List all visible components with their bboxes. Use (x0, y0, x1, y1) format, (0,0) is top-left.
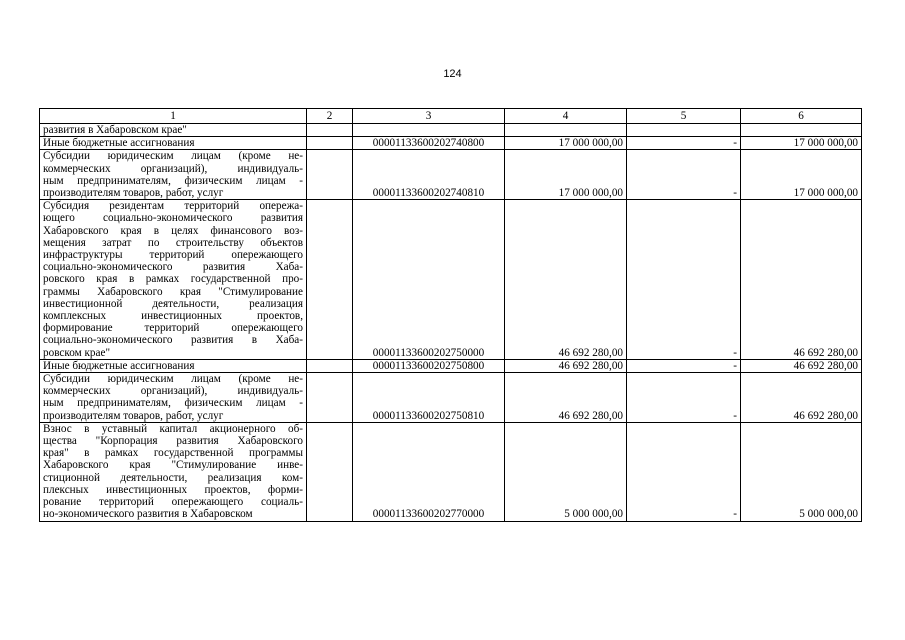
description-line: ным предпринимателям, физическим лицам - (43, 397, 303, 410)
row-description (40, 422, 307, 521)
row-col-2 (307, 150, 353, 200)
row-description (40, 150, 307, 200)
row-col-2 (307, 359, 353, 372)
description-line: Иные бюджетные ассигнования (43, 137, 195, 150)
row-amount-col-5 (627, 124, 741, 137)
row-amount-col-4: 5 000 000,00 (505, 422, 627, 521)
row-col-2 (307, 200, 353, 360)
description-line: коммерческих организаций), индивидуаль- (43, 385, 303, 398)
row-amount-col-5: - (627, 359, 741, 372)
description-line: инвестиционной деятельности, реализация (43, 297, 303, 310)
row-description (40, 359, 307, 372)
row-budget-code: 00001133600202750810 (353, 373, 505, 423)
description-line: комплексных инвестиционных проектов, (43, 310, 303, 323)
row-col-2 (307, 124, 353, 137)
description-line: социально-экономического развития Хаба- (43, 261, 303, 274)
row-amount-col-5: - (627, 137, 741, 150)
table-body (40, 124, 862, 522)
row-amount-col-5: - (627, 200, 741, 360)
row-budget-code: 00001133600202740810 (353, 150, 505, 200)
description-line: щества "Корпорация развития Хабаровского (43, 435, 303, 448)
description-line: плексных инвестиционных проектов, форми- (43, 483, 303, 496)
row-amount-col-4 (505, 124, 627, 137)
header-col-1: 1 (40, 109, 307, 124)
header-col-2: 2 (307, 109, 353, 124)
description-line: развития в Хабаровском крае" (43, 124, 187, 136)
header-row (40, 109, 862, 124)
table-row (40, 200, 862, 360)
table-row (40, 124, 862, 137)
description-line: производителям товаров, работ, услуг (43, 187, 224, 200)
description-line: коммерческих организаций), индивидуаль- (43, 162, 303, 175)
row-amount-col-5: - (627, 150, 741, 200)
row-budget-code: 00001133600202770000 (353, 422, 505, 521)
row-amount-col-6: 17 000 000,00 (741, 137, 862, 150)
row-col-2 (307, 422, 353, 521)
row-description (40, 124, 307, 137)
table-row (40, 422, 862, 521)
row-amount-col-5: - (627, 422, 741, 521)
description-line: социально-экономического развития в Хаба- (43, 334, 303, 347)
row-budget-code: 00001133600202750800 (353, 359, 505, 372)
row-budget-code (353, 124, 505, 137)
row-amount-col-6: 46 692 280,00 (741, 200, 862, 360)
description-line: Иные бюджетные ассигнования (43, 359, 195, 372)
header-col-4: 4 (505, 109, 627, 124)
table-row (40, 150, 862, 200)
row-description (40, 373, 307, 423)
header-col-5: 5 (627, 109, 741, 124)
budget-table (39, 108, 862, 522)
description-line: Субсидии юридическим лицам (кроме не- (43, 150, 303, 163)
row-amount-col-4: 17 000 000,00 (505, 137, 627, 150)
row-budget-code: 00001133600202750000 (353, 200, 505, 360)
row-budget-code: 00001133600202740800 (353, 137, 505, 150)
description-line: рование территорий опережающего социаль- (43, 496, 303, 509)
description-line: ным предпринимателям, физическим лицам - (43, 174, 303, 187)
row-amount-col-4: 17 000 000,00 (505, 150, 627, 200)
row-amount-col-6: 5 000 000,00 (741, 422, 862, 521)
description-line: Субсидия резидентам территорий опережа- (43, 200, 303, 213)
row-col-2 (307, 373, 353, 423)
description-line: граммы Хабаровского края "Стимулирование (43, 285, 303, 298)
row-amount-col-6: 17 000 000,00 (741, 150, 862, 200)
description-line: края" в рамках государственной программы (43, 447, 303, 460)
row-amount-col-5: - (627, 373, 741, 423)
row-amount-col-4: 46 692 280,00 (505, 359, 627, 372)
description-line: Взнос в уставный капитал акционерного об- (43, 422, 303, 435)
description-line: стиционной деятельности, реализация ком- (43, 471, 303, 484)
row-amount-col-6: 46 692 280,00 (741, 373, 862, 423)
row-description (40, 200, 307, 360)
page-number: 124 (443, 68, 462, 80)
description-line: формирование территорий опережающего (43, 322, 303, 335)
description-line: но-экономического развития в Хабаровском (43, 508, 253, 521)
row-amount-col-4: 46 692 280,00 (505, 373, 627, 423)
table-row (40, 373, 862, 423)
row-amount-col-6 (741, 124, 862, 137)
description-line: ровском крае" (43, 346, 111, 359)
row-description (40, 137, 307, 150)
row-amount-col-4: 46 692 280,00 (505, 200, 627, 360)
table-row (40, 359, 862, 372)
description-line: Хабаровского края "Стимулирование инве- (43, 459, 303, 472)
header-col-3: 3 (353, 109, 505, 124)
description-line: инфраструктуры территорий опережающего (43, 249, 303, 262)
description-line: Субсидии юридическим лицам (кроме не- (43, 373, 303, 386)
description-line: производителям товаров, работ, услуг (43, 409, 224, 422)
header-col-6: 6 (741, 109, 862, 124)
description-line: ющего социально-экономического развития (43, 212, 303, 225)
row-amount-col-6: 46 692 280,00 (741, 359, 862, 372)
description-line: ровского края в рамках государственной про- (43, 273, 303, 286)
description-line: мещения затрат по строительству объектов (43, 236, 303, 249)
row-col-2 (307, 137, 353, 150)
description-line: Хабаровского края в целях финансового воз- (43, 224, 303, 237)
table-row (40, 137, 862, 150)
